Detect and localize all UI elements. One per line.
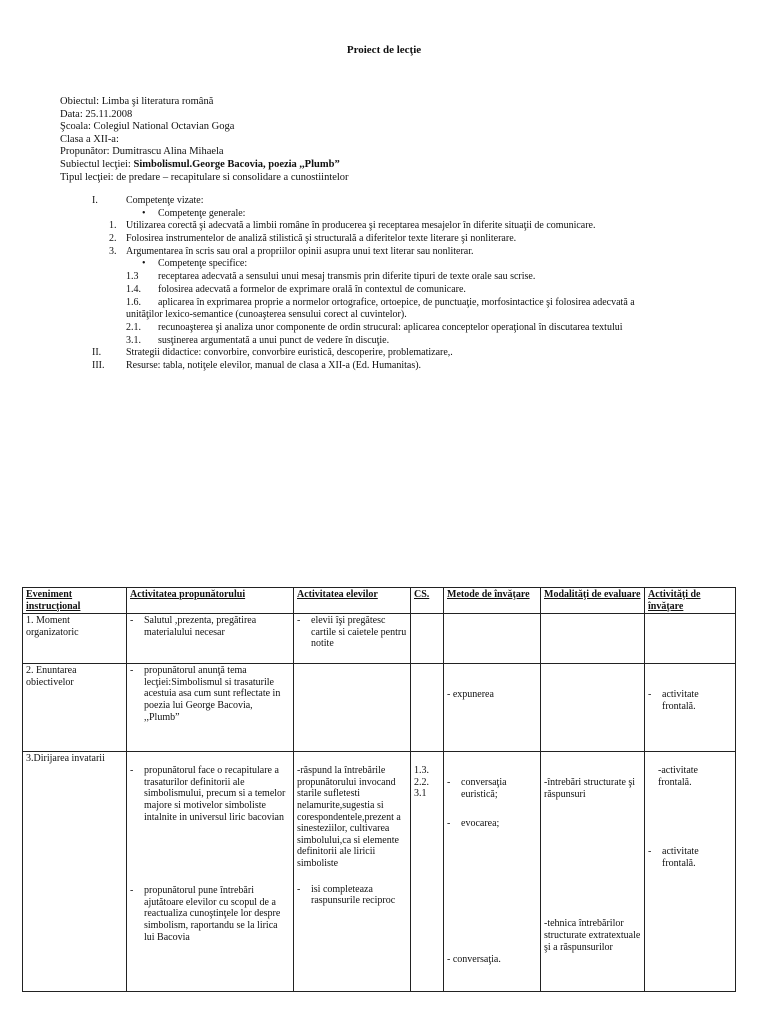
table-header-row bbox=[23, 588, 736, 614]
elev-cell: - elevii îşi pregătesc cartile si caietele pentru notite bbox=[294, 614, 411, 664]
table-row bbox=[23, 752, 736, 992]
elev-cell bbox=[294, 664, 411, 752]
metode-text: conversaţia euristică; bbox=[461, 777, 507, 800]
resurse-text: Resurse: tabla, notiţele elevilor, manual de clasa a XII-a (Ed. Humanitas). bbox=[126, 359, 422, 371]
prop-cell: - propunătorul anunţă tema lecţiei:Simbolismul si trasaturile acestuia asa cum sunt reflectate in poezia lui George Bacovia, ,,Plumb” bbox=[127, 664, 294, 752]
subiect-label: Subiectul lecţiei: bbox=[60, 158, 134, 170]
event-cell: 3.Dirijarea invatarii bbox=[23, 752, 127, 992]
eval-cell bbox=[541, 664, 645, 752]
activ-cell: - activitate frontală. bbox=[645, 664, 736, 752]
elev-text: elevii îşi pregătesc cartile si caietele pentru notite bbox=[311, 615, 407, 650]
table-header: Metode de învăţare bbox=[444, 588, 541, 614]
cs-value: 2.2. bbox=[414, 776, 429, 788]
event-cell: 1. Moment organizatoric bbox=[23, 614, 127, 664]
eval-cell bbox=[541, 614, 645, 664]
metode-text: evocarea; bbox=[461, 818, 500, 830]
eval-text: -tehnica întrebărilor structurate extratextuale şi a răspunsurilor bbox=[544, 918, 641, 953]
strategii-text: Strategii didactice: convorbire, convorbire euristică, descoperire, problematizare,. bbox=[126, 347, 453, 359]
list-number: 2.1. bbox=[126, 321, 141, 333]
prop-text: propunătorul face o recapitulare a trasaturilor definitorii ale simbolismului, precum si a temelor majore si motivelor simboliste intalnite in universul liric bacovian bbox=[144, 765, 286, 823]
bullet-icon: • bbox=[142, 207, 146, 219]
list-item: recunoaşterea şi analiza unor componente de ordin strucural: aplicarea conceptelor operaţional în discutarea textului bbox=[158, 321, 623, 333]
table-header: Activităţi de învăţare bbox=[645, 588, 736, 614]
table-header: CS. bbox=[411, 588, 444, 614]
document-title: Proiect de lecţie bbox=[346, 44, 422, 56]
metode-cell: - conversaţia euristică; - evocarea; - conversaţia. bbox=[444, 752, 541, 992]
activ-text: activitate frontală. bbox=[662, 689, 699, 712]
prop-cell: - Salutul ,prezenta, pregătirea materialului necesar bbox=[127, 614, 294, 664]
table-header: Activitatea propunătorului bbox=[127, 588, 294, 614]
info-tipul: Tipul lecţiei: de predare – recapitulare si consolidare a cunostiintelor bbox=[60, 171, 349, 183]
info-data: Data: 25.11.2008 bbox=[60, 108, 133, 120]
list-number: 1.4. bbox=[126, 283, 141, 295]
eval-cell bbox=[541, 752, 645, 992]
prop-text: propunătorul pune întrebări ajutătoare elevilor cu scopul de a reactualiza cunoştinţele lor despre simbolism, raportandu se la lirica lui Bacovia bbox=[144, 885, 281, 943]
lesson-table bbox=[22, 587, 736, 992]
activ-text: activitate frontală. bbox=[662, 846, 699, 869]
cs-value: 3.1 bbox=[414, 788, 427, 800]
cs-cell bbox=[411, 752, 444, 992]
list-item: Argumentarea în scris sau oral a propriilor opinii asupra unui text literar sau nonliterar. bbox=[126, 245, 474, 257]
elev-text: isi completeaza raspunsurile reciproc bbox=[311, 883, 396, 907]
specifice-label: Competenţe specifice: bbox=[158, 258, 248, 270]
list-number: 1.3 bbox=[126, 271, 139, 283]
eval-text: -întrebări structurate şi răspunsuri bbox=[544, 777, 636, 800]
table-header: Activitatea elevilor bbox=[294, 588, 411, 614]
section-number: I. bbox=[92, 195, 98, 206]
section-number: III. bbox=[92, 359, 105, 371]
elev-cell: -răspund la întrebările propunătorului invocand starile sufletesti nelamurite,sugestia si corespondentele,prezent a sinesteziilor, cultivarea simbolului,ca si elemente definitorii ale liricii simboliste - isi completeaza raspunsurile reciproc bbox=[294, 752, 411, 992]
lesson-info bbox=[60, 96, 349, 184]
list-number: 3.1. bbox=[126, 334, 141, 346]
list-item: Utilizarea corectă şi adecvată a limbii române în producerea şi receptarea mesajelor în diferite situaţii de comunicare. bbox=[126, 220, 596, 232]
activ-cell: -activitate frontală. - activitate frontală. bbox=[645, 752, 736, 992]
list-item-continuation: unităţilor lexico-semantice (cunoaşterea sensului corect al cuvintelor). bbox=[126, 309, 407, 321]
section-number: II. bbox=[92, 347, 102, 359]
list-item: folosirea adecvată a formelor de exprimare orală în contextul de comunicare. bbox=[158, 283, 466, 295]
activ-text: -activitate frontală. bbox=[658, 765, 698, 788]
info-subiect bbox=[60, 159, 349, 172]
generale-label: Competenţe generale: bbox=[158, 207, 246, 219]
cs-cell bbox=[411, 614, 444, 664]
section-label: Competenţe vizate: bbox=[126, 195, 204, 206]
table-row bbox=[23, 664, 736, 752]
list-number: 1.6. bbox=[126, 296, 141, 308]
activ-cell bbox=[645, 614, 736, 664]
prop-text: Salutul ,prezenta, pregătirea materialului necesar bbox=[144, 615, 257, 638]
info-scoala: Şcoala: Colegiul National Octavian Goga bbox=[60, 121, 235, 133]
table-header: Modalităţi de evaluare bbox=[541, 588, 645, 614]
prop-text: propunătorul anunţă tema lecţiei:Simbolismul si trasaturile acestuia asa cum sunt reflectate in poezia lui George Bacovia, ,,Plumb” bbox=[144, 665, 281, 723]
metode-text: - expunerea bbox=[447, 689, 494, 701]
info-clasa: Clasa a XII-a: bbox=[60, 133, 119, 145]
event-cell: 2. Enuntarea obiectivelor bbox=[23, 664, 127, 752]
cs-value: 1.3. bbox=[414, 765, 429, 777]
prop-cell: - propunătorul face o recapitulare a trasaturilor definitorii ale simbolismului, precum si a temelor majore si motivelor simboliste intalnite in universul liric bacovian - propunătorul pune întrebări ajutătoare elevilor cu scopul de a reactualiza cunoştinţele lor despre simbolism, raportandu se la lirica lui Bacovia bbox=[127, 752, 294, 992]
metode-cell bbox=[444, 614, 541, 664]
list-item: Folosirea instrumentelor de analiză stilistică şi structurală a diferitelor texte literare şi nonliterare. bbox=[126, 233, 517, 245]
info-obiectul: Obiectul: Limba şi literatura română bbox=[60, 96, 214, 107]
list-number: 2. bbox=[109, 233, 117, 245]
table-header: Eveniment instrucţional bbox=[23, 588, 127, 614]
metode-text: - conversaţia. bbox=[447, 953, 501, 965]
subiect-value: Simbolismul.George Bacovia, poezia ,,Plumb” bbox=[133, 158, 340, 170]
list-item: receptarea adecvată a sensului unui mesaj transmis prin diferite tipuri de texte orale sau scrise. bbox=[158, 271, 536, 283]
metode-cell bbox=[444, 664, 541, 752]
info-propunator: Propunător: Dumitrascu Alina Mihaela bbox=[60, 146, 224, 158]
list-item: susţinerea argumentată a unui punct de vedere în discuţie. bbox=[158, 334, 390, 346]
list-number: 3. bbox=[109, 245, 117, 257]
table-row bbox=[23, 614, 736, 664]
elev-text: -răspund la întrebările propunătorului invocand starile sufletesti nelamurite,sugestia si corespondentele,prezent a sinesteziilor, cultivarea simbolului,ca si elemente definitorii ale liricii simboliste bbox=[297, 765, 401, 869]
list-number: 1. bbox=[109, 220, 117, 232]
list-item: aplicarea în exprimarea proprie a normelor ortografice, ortoepice, de punctuaţie, morfosintactice şi folosirea adecvată a bbox=[158, 296, 635, 308]
cs-cell bbox=[411, 664, 444, 752]
bullet-icon: • bbox=[142, 258, 146, 270]
